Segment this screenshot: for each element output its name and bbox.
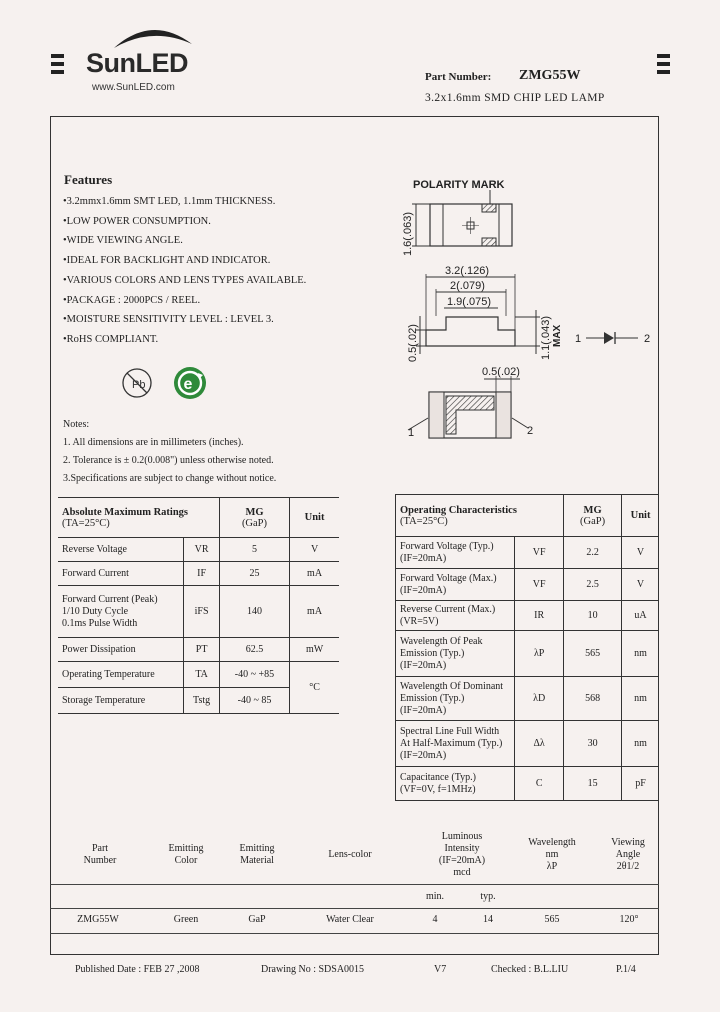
param-line: At Half-Maximum (Typ.)	[400, 737, 503, 749]
param-cell: Operating Temperature	[58, 662, 184, 688]
unit-cell: mA	[290, 562, 339, 586]
abs-max-title	[58, 498, 219, 538]
symbol-cell: VF	[515, 569, 564, 601]
table-row	[396, 537, 660, 569]
dim-length: 3.2(.126)	[445, 265, 490, 277]
param-cell: Storage Temperature	[58, 688, 184, 714]
table-row	[396, 601, 660, 631]
param-line: Emission (Typ.)	[400, 692, 465, 704]
feature-item: •WIDE VIEWING ANGLE.	[63, 235, 183, 247]
header-line: nm	[545, 849, 559, 860]
unit-cell: nm	[622, 677, 659, 721]
table-header-row	[396, 495, 660, 537]
features-title: Features	[64, 172, 113, 187]
param-cell	[396, 721, 515, 767]
value-cell: 15	[564, 767, 622, 801]
param-line: (IF=20mA)	[400, 659, 447, 671]
dim-max: MAX	[552, 324, 563, 347]
published-date: Published Date : FEB 27 ,2008	[75, 964, 200, 975]
value-cell: 62.5	[219, 638, 289, 662]
param-line: Reverse Current (Max.)	[400, 603, 496, 615]
value-cell: 5	[219, 538, 289, 562]
symbol-cell: PT	[184, 638, 220, 662]
symbol-cell: IR	[515, 601, 564, 631]
dim-thickness: 1.1(.043)	[540, 315, 552, 360]
note-item: 3.Specifications are subject to change without notice.	[63, 473, 277, 484]
row-wavelength: 565	[544, 914, 560, 925]
absolute-max-ratings-table	[58, 497, 339, 714]
header-line: Emitting	[168, 843, 204, 854]
feature-item: •3.2mmx1.6mm SMT LED, 1.1mm THICKNESS.	[63, 196, 276, 207]
header-line: Number	[83, 855, 117, 866]
col-unit: Unit	[622, 495, 659, 537]
part-table-bottom-divider	[50, 933, 659, 934]
param-cell	[396, 569, 515, 601]
col-unit: Unit	[290, 498, 339, 538]
col-mg-label: MG	[583, 504, 602, 516]
param-line: Emission (Typ.)	[400, 647, 465, 659]
package-dimension-diagram	[380, 170, 660, 450]
unit-cell: uA	[622, 601, 659, 631]
unit-cell: V	[622, 569, 659, 601]
header-line: Luminous	[441, 831, 483, 842]
page-number: P.1/4	[616, 964, 636, 975]
col-emitting-material	[227, 843, 287, 867]
col-viewing-angle	[598, 837, 658, 873]
header-line: (IF=20mA)	[438, 855, 486, 866]
col-mg	[219, 498, 289, 538]
table-row	[58, 638, 339, 662]
abs-max-title-line2: (TA=25°C)	[62, 517, 110, 529]
notes-title: Notes:	[63, 419, 90, 430]
col-mg	[564, 495, 622, 537]
header-line: Wavelength	[528, 837, 576, 848]
table-row	[396, 767, 660, 801]
param-cell: Reverse Voltage	[58, 538, 184, 562]
param-cell	[396, 631, 515, 677]
header-line: mcd	[453, 867, 471, 878]
value-cell: -40 ~ 85	[219, 688, 289, 714]
col-lens-color	[315, 849, 385, 861]
feature-item: •IDEAL FOR BACKLIGHT AND INDICATOR.	[63, 255, 271, 267]
table-row	[58, 662, 339, 688]
header-line: λP	[546, 861, 558, 872]
param-line: 0.1ms Pulse Width	[62, 617, 138, 629]
param-line: Wavelength Of Peak	[400, 635, 483, 647]
svg-text:e: e	[183, 376, 193, 393]
symbol-cell: C	[515, 767, 564, 801]
dim-inner1: 2(.079)	[450, 280, 485, 292]
polarity-mark-label: POLARITY MARK	[413, 179, 505, 191]
part-number-label: Part Number:	[425, 71, 492, 83]
col-part-number	[70, 843, 130, 867]
abs-max-title-line1: Absolute Maximum Ratings	[62, 506, 189, 518]
value-cell: 2.5	[564, 569, 622, 601]
table-row	[396, 677, 660, 721]
op-char-title-line1: Operating Characteristics	[400, 504, 517, 516]
param-cell: Power Dissipation	[58, 638, 184, 662]
table-row	[58, 586, 339, 638]
header-line: Lens-color	[328, 849, 372, 860]
pb-text: Pb	[132, 379, 146, 391]
param-line: (IF=20mA)	[400, 749, 447, 761]
row-color: Green	[173, 914, 199, 925]
param-cell	[396, 677, 515, 721]
header-bar-left-2	[51, 62, 64, 66]
row-lens: Water Clear	[326, 914, 374, 925]
param-cell: Forward Current	[58, 562, 184, 586]
col-wavelength	[518, 837, 586, 873]
sub-typ: typ.	[480, 891, 496, 902]
col-emitting-color	[156, 843, 216, 867]
table-row	[58, 538, 339, 562]
operating-characteristics-table	[395, 494, 659, 801]
symbol-cell: IF	[184, 562, 220, 586]
symbol-cell: Δλ	[515, 721, 564, 767]
row-part-number: ZMG55W	[77, 914, 119, 925]
note-item: 2. Tolerance is ± 0.2(0.008") unless otherwise noted.	[63, 455, 274, 466]
unit-cell: pF	[622, 767, 659, 801]
unit-cell: mA	[290, 586, 339, 638]
product-subtitle: 3.2x1.6mm SMD CHIP LED LAMP	[425, 92, 605, 104]
part-number: ZMG55W	[519, 68, 581, 83]
header-bar-right-3	[657, 70, 670, 74]
feature-item: •VARIOUS COLORS AND LENS TYPES AVAILABLE.	[63, 274, 307, 286]
feature-item: •LOW POWER CONSUMPTION.	[63, 215, 211, 227]
header-line: Intensity	[444, 843, 480, 854]
unit-cell: V	[290, 538, 339, 562]
pb-free-icon	[120, 366, 154, 400]
part-table-top-divider	[50, 884, 659, 885]
row-material: GaP	[248, 914, 266, 925]
table-header-row	[58, 498, 339, 538]
symbol-cell: VR	[184, 538, 220, 562]
table-row	[396, 631, 660, 677]
header-line: Angle	[615, 849, 641, 860]
unit-cell: °C	[290, 662, 339, 714]
col-luminous-intensity	[427, 831, 497, 879]
header-line: Viewing	[611, 837, 645, 848]
header-line: Color	[174, 855, 198, 866]
op-char-title-line2: (TA=25°C)	[400, 515, 448, 527]
value-cell: -40 ~ +85	[219, 662, 289, 688]
param-line: Spectral Line Full Width	[400, 725, 500, 737]
symbol-cell: iFS	[184, 586, 220, 638]
rohs-eco-icon	[172, 365, 208, 401]
features-list	[63, 192, 306, 350]
feature-item: •PACKAGE : 2000PCS / REEL.	[63, 294, 201, 306]
value-cell: 565	[564, 631, 622, 677]
value-cell: 140	[219, 586, 289, 638]
header-bar-right-1	[657, 54, 670, 58]
param-line: Wavelength Of Dominant	[400, 680, 504, 692]
dim-height: 1.6(.063)	[402, 211, 414, 256]
value-cell: 25	[219, 562, 289, 586]
symbol-cell: Tstg	[184, 688, 220, 714]
param-line: Forward Voltage (Typ.)	[400, 540, 494, 552]
value-cell: 568	[564, 677, 622, 721]
note-item: 1. All dimensions are in millimeters (inches).	[63, 437, 244, 448]
logo[interactable]: SunLED	[86, 48, 188, 78]
header-bar-left-3	[51, 70, 64, 74]
table-row	[396, 569, 660, 601]
row-typ: 14	[483, 914, 493, 925]
dim-side: 0.5(.02)	[407, 324, 419, 362]
header-line: Part	[91, 843, 109, 854]
sub-min: min.	[425, 891, 445, 902]
feature-item: •RoHS COMPLIANT.	[63, 333, 159, 345]
value-cell: 2.2	[564, 537, 622, 569]
website-url[interactable]: www.SunLED.com	[92, 82, 175, 93]
value-cell: 30	[564, 721, 622, 767]
feature-item: •MOISTURE SENSITIVITY LEVEL : LEVEL 3.	[63, 314, 274, 326]
version: V7	[434, 964, 447, 975]
col-gap-label: (GaP)	[580, 515, 606, 527]
row-min: 4	[432, 914, 438, 925]
dim-inner2: 1.9(.075)	[447, 296, 492, 308]
symbol-cell: TA	[184, 662, 220, 688]
notes-block	[63, 416, 276, 488]
header-line: Material	[240, 855, 274, 866]
unit-cell: V	[622, 537, 659, 569]
drawing-number: Drawing No : SDSA0015	[261, 964, 365, 975]
value-cell: 10	[564, 601, 622, 631]
bottom-pin2-label: 2	[527, 425, 534, 437]
param-cell	[396, 767, 515, 801]
unit-cell: nm	[622, 721, 659, 767]
param-line: (VR=5V)	[400, 615, 439, 627]
row-angle: 120°	[619, 914, 639, 925]
symbol-cell: λP	[515, 631, 564, 677]
header-line: Emitting	[239, 843, 275, 854]
pin2-label: 2	[644, 333, 651, 345]
param-line: Forward Current (Peak)	[62, 593, 158, 605]
param-line: Forward Voltage (Max.)	[400, 572, 497, 584]
checked-by: Checked : B.L.LIU	[491, 964, 569, 975]
param-cell	[58, 586, 184, 638]
unit-cell: nm	[622, 631, 659, 677]
pin1-label: 1	[575, 333, 582, 345]
param-line: (IF=20mA)	[400, 704, 447, 716]
param-line: (IF=20mA)	[400, 552, 447, 564]
param-line: Capacitance (Typ.)	[400, 771, 476, 783]
param-cell	[396, 537, 515, 569]
op-char-title	[396, 495, 564, 537]
col-mg-label: MG	[245, 506, 264, 518]
param-line: (IF=20mA)	[400, 584, 447, 596]
header-bar-right-2	[657, 62, 670, 66]
table-row	[58, 562, 339, 586]
part-table-row-divider	[50, 908, 659, 909]
symbol-cell: VF	[515, 537, 564, 569]
col-gap-label: (GaP)	[241, 517, 268, 529]
header-bar-left-1	[51, 54, 64, 58]
param-line: 1/10 Duty Cycle	[62, 605, 129, 617]
symbol-cell: λD	[515, 677, 564, 721]
table-row	[396, 721, 660, 767]
unit-cell: mW	[290, 638, 339, 662]
param-cell	[396, 601, 515, 631]
param-line: (VF=0V, f=1MHz)	[400, 783, 476, 795]
bottom-pin1-label: 1	[408, 427, 415, 439]
header-line: 2θ1/2	[616, 861, 640, 872]
dim-pad: 0.5(.02)	[482, 366, 520, 378]
